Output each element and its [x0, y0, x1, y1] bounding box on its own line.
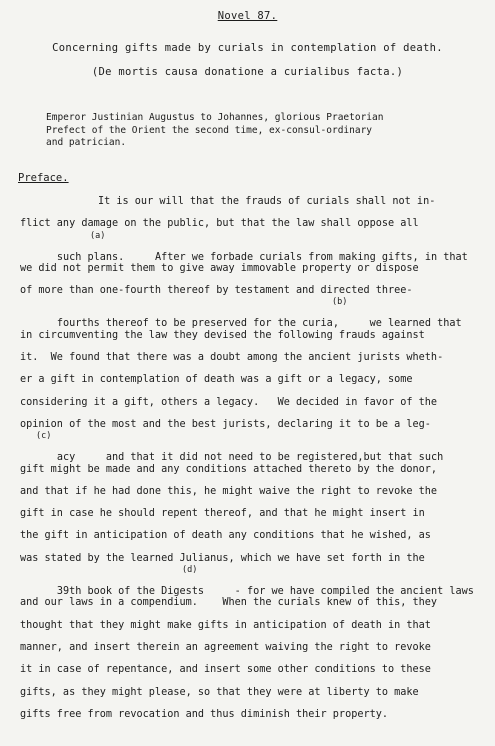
body-line: considering it a gift, others a legacy. We decided in favor of the	[20, 396, 438, 408]
body-line: gift might be made and any conditions attached thereto by the donor,	[20, 463, 438, 475]
body-line-with-footnote: fourths thereof to be preserved for the curia, we learned that (b)	[56, 297, 462, 330]
body-line: in circumventing the law they devised the following frauds against	[20, 329, 425, 341]
body-line: flict any damage on the public, but that the law shall oppose all	[20, 218, 419, 230]
body-line: and our laws in a compendium. When the curials knew of this, they	[20, 597, 438, 609]
page-title: Novel 87.	[217, 10, 278, 22]
footnote-mark-d: (d)	[182, 565, 198, 576]
body-line: was stated by the learned Julianus, which we have set forth in the	[20, 552, 425, 564]
address-line: Prefect of the Orient the second time, ex-consul-ordinary	[46, 124, 373, 136]
body-line: opinion of the most and the best jurists, declaring it to be a leg-	[20, 418, 431, 430]
body-line: thought that they might make gifts in anticipation of death in that	[20, 619, 431, 631]
body-line: we did not permit them to give away immovable property or dispose	[20, 262, 419, 274]
body-line: It is our will that the frauds of curials shall not in-	[98, 196, 436, 207]
address-line: Emperor Justinian Augustus to Johannes, glorious Praetorian	[46, 112, 384, 123]
body-line: it. We found that there was a doubt among the ancient jurists wheth-	[20, 352, 444, 364]
body-line: it in case of repentance, and insert some other conditions to these	[20, 664, 431, 676]
body-line: the gift in anticipation of death any conditions that he wished, as	[20, 530, 431, 542]
body-line: and that if he had done this, he might waive the right to revoke the	[20, 485, 438, 497]
body-line: gift in case he should repent thereof, and that he might insert in	[20, 508, 425, 520]
footnote-mark-a: (a)	[90, 230, 106, 241]
footnote-mark-b: (b)	[332, 297, 348, 308]
body-line-with-footnote: 39th book of the Digests - for we have compiled the ancient laws (d)	[56, 565, 474, 598]
footnote-mark-c: (c)	[36, 431, 52, 442]
body-line-with-footnote: such plans. After we forbade curials from making gifts, in that (a)	[56, 230, 468, 263]
address-line: and patrician.	[46, 137, 127, 148]
body-line: gifts free from revocation and thus diminish their property.	[20, 708, 389, 720]
body-line: of more than one-fourth thereof by testament and directed three-	[20, 285, 413, 297]
subtitle-english: Concerning gifts made by curials in contemplation of death.	[52, 42, 443, 54]
address-block	[46, 112, 466, 150]
body-line: er a gift in contemplation of death was a gift or a legacy, some	[20, 374, 413, 386]
subtitle-latin: (De mortis causa donatione a curialibus facta.)	[91, 66, 404, 78]
preface-heading: Preface.	[18, 172, 69, 184]
body-text	[20, 196, 482, 731]
body-line: manner, and insert therein an agreement waiving the right to revoke	[20, 641, 431, 653]
body-line: gifts, as they might please, so that they were at liberty to make	[20, 686, 419, 698]
body-line-with-footnote: acy and that it did not need to be registered,but that such (c)	[36, 431, 444, 464]
